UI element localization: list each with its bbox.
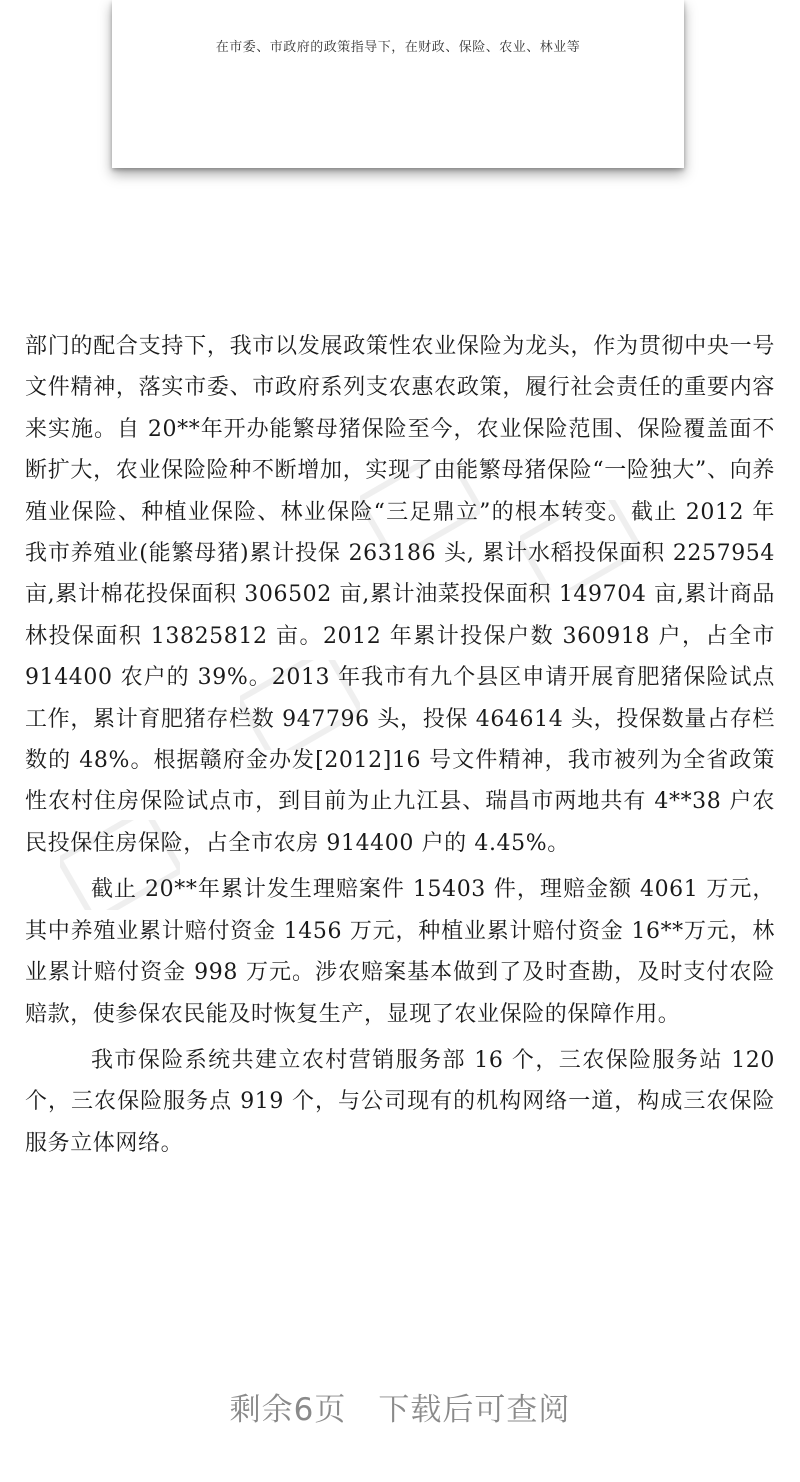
download-to-view-label: 下载后可查阅 [378,1392,571,1428]
paragraph: 我市保险系统共建立农村营销服务部 16 个，三农保险服务站 120 个，三农保险服务点 919 个，与公司现有的机构网络一道，构成三农保险服务立体网络。 [25,1047,775,1156]
previous-page-snippet: 在市委、市政府的政策指导下，在财政、保险、农业、林业等 [215,40,581,55]
document-body [25,326,775,1164]
paragraph: 部门的配合支持下，我市以发展政策性农业保险为龙头，作为贯彻中央一号文件精神，落实市委、市政府系列支农惠农政策，履行社会责任的重要内容来实施。自 20**年开办能繁母猪保险至今，农业保险范围、保险覆盖面不断扩大，农业保险险种不断增加，实现了由能繁母猪保险“一险独大”、向养殖业保险、种植业保险、林业保险“三足鼎立”的根本转变。截止 2012 年我市养殖业(能繁母猪)累计投保 263186 头, 累计水稻投保面积 2257954 亩,累计棉花投保面积 306502 亩,累计油菜投保面积 149704 亩,累计商品林投保面积 13825812 亩。2012 年累计投保户数 360918 户，占全市 914400 农户的 39%。2013 年我市有九个县区申请开展育肥猪保险试点工作，累计育肥猪存栏数 947796 头，投保 464614 头，投保数量占存栏数的 48%。根据赣府金办发[2012]16 号文件精神，我市被列为全省政策性农村住房保险试点市，到目前为止九江县、瑞昌市两地共有 4**38 户农民投保住房保险，占全市农房 914400 户的 4.45%。 [25,334,775,856]
previous-page-preview [112,0,684,168]
paragraph: 截止 20**年累计发生理赔案件 15403 件，理赔金额 4061 万元，其中养殖业累计赔付资金 1456 万元，种植业累计赔付资金 16**万元，林业累计赔付资金 998 万元。涉农赔案基本做到了及时查勘，及时支付农险赔款，使参保农民能及时恢复生产，显现了农业保险的保障作用。 [25,877,775,1027]
remaining-pages-label: 剩余6页 [229,1392,347,1428]
download-prompt[interactable] [0,1384,800,1429]
